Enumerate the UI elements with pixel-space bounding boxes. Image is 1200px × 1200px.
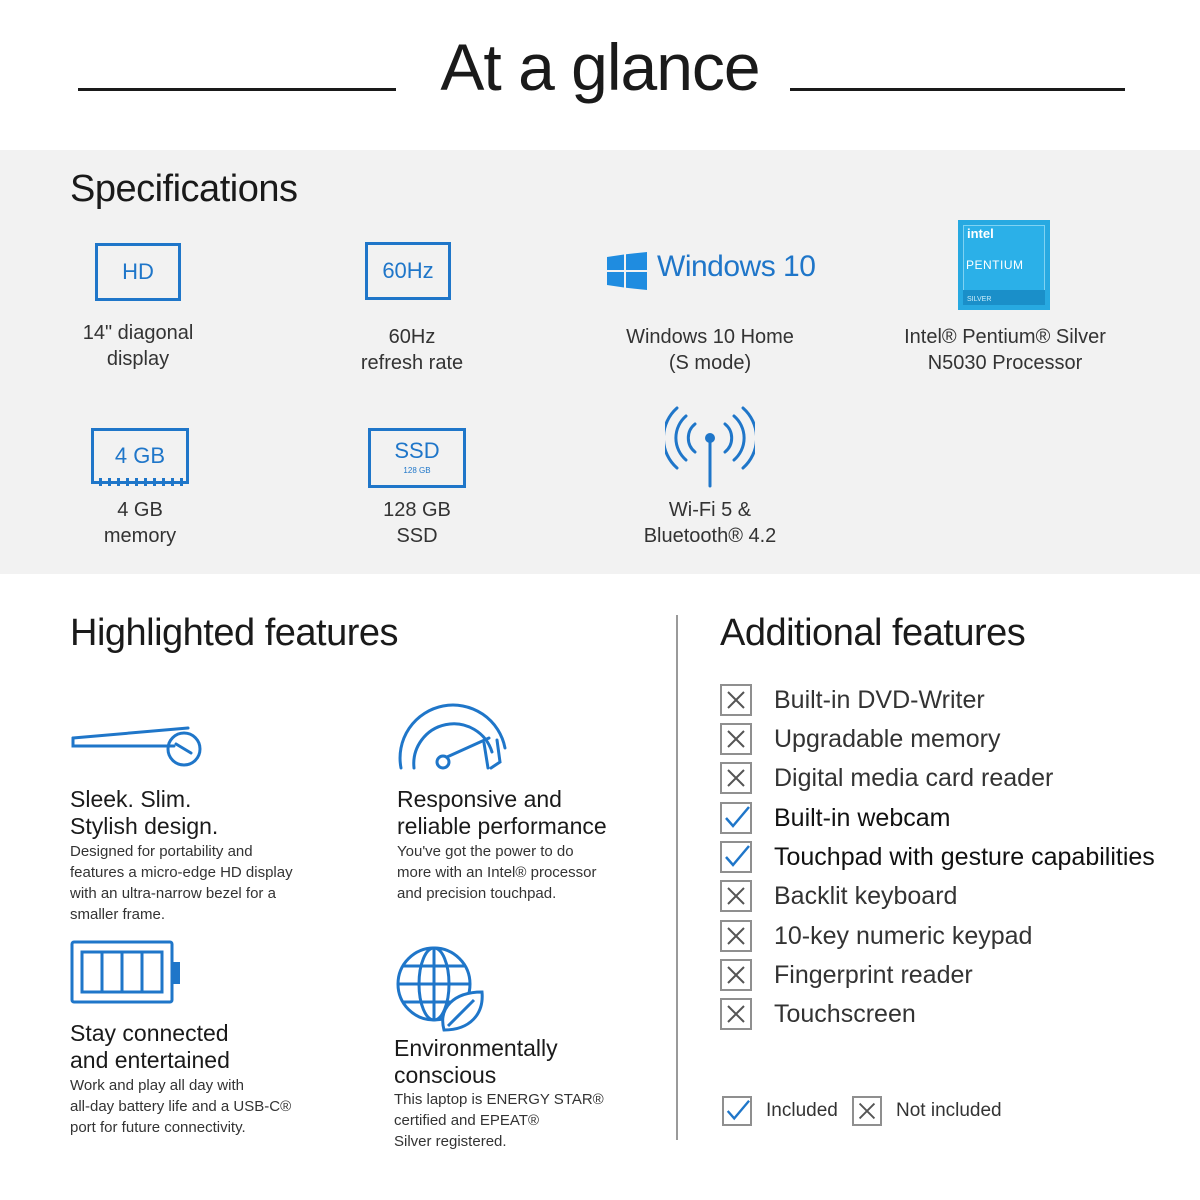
legend-not-included-label: Not included — [896, 1100, 1002, 1121]
feature-eco-desc-1: certified and EPEAT® — [394, 1112, 540, 1129]
spec-wireless-label — [600, 497, 820, 549]
x-mark-icon — [720, 723, 752, 755]
x-mark-icon — [720, 684, 752, 716]
slim-laptop-icon — [70, 722, 206, 772]
feature-eco-desc — [394, 1089, 674, 1152]
column-divider — [676, 615, 678, 1140]
feature-row-upgradable-memory — [720, 721, 1001, 757]
feature-design-desc-2: with an ultra-narrow bezel for a — [70, 885, 276, 902]
wifi-antenna-icon — [665, 402, 755, 490]
windows-wordmark: Windows 10 — [657, 250, 816, 283]
feature-label: Built-in DVD-Writer — [774, 685, 985, 714]
battery-icon — [70, 940, 182, 1006]
feature-design-desc-1: features a micro-edge HD display — [70, 864, 293, 881]
feature-performance-title — [397, 786, 677, 840]
spec-refresh-label — [322, 324, 502, 376]
specifications-heading: Specifications — [70, 168, 298, 210]
spec-processor-line2: N5030 Processor — [927, 352, 1083, 374]
feature-design-title1: Sleek. Slim. — [70, 786, 192, 812]
hd-display-icon — [95, 243, 181, 301]
spec-display-label — [48, 320, 228, 372]
ssd-icon-text: SSD — [394, 437, 440, 463]
spec-display-line1: 14" diagonal — [82, 322, 194, 344]
feature-connected-title1: Stay connected — [70, 1020, 229, 1046]
checkmark-icon — [720, 802, 752, 834]
spec-storage-line2: SSD — [396, 525, 438, 547]
hd-icon-text: HD — [122, 259, 154, 284]
intel-badge-bottom: SILVER — [967, 296, 992, 303]
feature-connected-desc-1: all-day battery life and a USB-C® — [70, 1098, 292, 1115]
highlighted-heading: Highlighted features — [70, 612, 398, 654]
feature-label: 10-key numeric keypad — [774, 921, 1033, 950]
spec-os-line1: Windows 10 Home — [626, 326, 794, 348]
spec-processor-label — [880, 324, 1130, 376]
title-rule-right — [790, 88, 1125, 91]
feature-performance-desc-0: You've got the power to do — [397, 843, 574, 860]
feature-performance-title2: reliable performance — [397, 813, 607, 839]
spec-refresh-line1: 60Hz — [388, 326, 436, 348]
spec-display-line2: display — [106, 348, 170, 370]
intel-pentium-badge-icon — [958, 220, 1050, 310]
memory-icon-text: 4 GB — [114, 443, 166, 468]
additional-heading: Additional features — [720, 612, 1026, 654]
spec-storage-label — [327, 497, 507, 549]
feature-design-title — [70, 786, 370, 840]
feature-label: Touchscreen — [774, 999, 916, 1028]
refresh-icon-text: 60Hz — [382, 258, 434, 283]
feature-row-touchscreen — [720, 996, 916, 1032]
feature-label: Digital media card reader — [774, 763, 1054, 792]
legend-included — [722, 1096, 838, 1126]
globe-leaf-icon — [394, 942, 490, 1038]
feature-design-desc — [70, 841, 370, 925]
feature-connected-title — [70, 1020, 370, 1074]
x-mark-icon — [720, 880, 752, 912]
feature-eco-desc-2: Silver registered. — [394, 1133, 507, 1150]
spec-memory-line2: memory — [103, 525, 177, 547]
feature-design-desc-0: Designed for portability and — [70, 843, 253, 860]
spec-wireless-line2: Bluetooth® 4.2 — [643, 525, 777, 547]
x-mark-icon — [852, 1096, 882, 1126]
feature-row-touchpad — [720, 839, 1155, 875]
page-title: At a glance — [440, 30, 760, 104]
feature-connected-desc-0: Work and play all day with — [70, 1077, 244, 1094]
feature-connected-desc — [70, 1075, 370, 1138]
speedometer-icon — [396, 700, 510, 774]
feature-row-backlit-keyboard — [720, 878, 957, 914]
intel-badge-top: intel — [967, 226, 994, 241]
feature-label: Touchpad with gesture capabilities — [774, 842, 1155, 871]
feature-connected-title2: and entertained — [70, 1047, 230, 1073]
feature-design-desc-3: smaller frame. — [70, 906, 166, 923]
refresh-rate-icon — [365, 242, 451, 300]
memory-icon — [91, 428, 189, 488]
feature-performance-desc-1: more with an Intel® processor — [397, 864, 597, 881]
feature-row-dvd-writer — [720, 682, 985, 718]
legend-included-label: Included — [766, 1100, 838, 1121]
feature-label: Upgradable memory — [774, 724, 1001, 753]
ssd-icon-subtext: 128 GB — [403, 465, 431, 475]
x-mark-icon — [720, 959, 752, 991]
spec-memory-line1: 4 GB — [117, 499, 163, 521]
feature-performance-desc — [397, 841, 677, 904]
feature-eco-desc-0: This laptop is ENERGY STAR® — [394, 1091, 604, 1108]
spec-processor-line1: Intel® Pentium® Silver — [904, 326, 1106, 348]
spec-wireless-line1: Wi-Fi 5 & — [668, 499, 752, 521]
feature-design-title2: Stylish design. — [70, 813, 219, 839]
x-mark-icon — [720, 998, 752, 1030]
checkmark-icon — [722, 1096, 752, 1126]
feature-row-webcam — [720, 800, 950, 836]
feature-row-fingerprint — [720, 957, 973, 993]
intel-badge-mid: PENTIUM — [966, 258, 1024, 272]
feature-eco-title2: conscious — [394, 1062, 497, 1088]
x-mark-icon — [720, 920, 752, 952]
feature-label: Backlit keyboard — [774, 881, 958, 910]
feature-row-numeric-keypad — [720, 918, 1032, 954]
checkmark-icon — [720, 841, 752, 873]
feature-connected-desc-2: port for future connectivity. — [70, 1119, 246, 1136]
memory-icon-box — [91, 428, 189, 484]
feature-performance-desc-2: and precision touchpad. — [397, 885, 557, 902]
feature-label: Built-in webcam — [774, 803, 951, 832]
legend-not-included — [852, 1096, 1002, 1126]
spec-storage-line1: 128 GB — [383, 499, 451, 521]
x-mark-icon — [720, 762, 752, 794]
feature-eco-title — [394, 1035, 674, 1089]
feature-row-card-reader — [720, 760, 1053, 796]
windows-logo-icon — [607, 252, 647, 290]
feature-eco-title1: Environmentally — [394, 1035, 558, 1061]
feature-performance-title1: Responsive and — [397, 786, 562, 812]
spec-os-label — [600, 324, 820, 376]
spec-os-line2: (S mode) — [668, 352, 752, 374]
spec-refresh-line2: refresh rate — [360, 352, 464, 374]
spec-memory-label — [50, 497, 230, 549]
ssd-icon — [368, 428, 466, 488]
feature-label: Fingerprint reader — [774, 960, 973, 989]
